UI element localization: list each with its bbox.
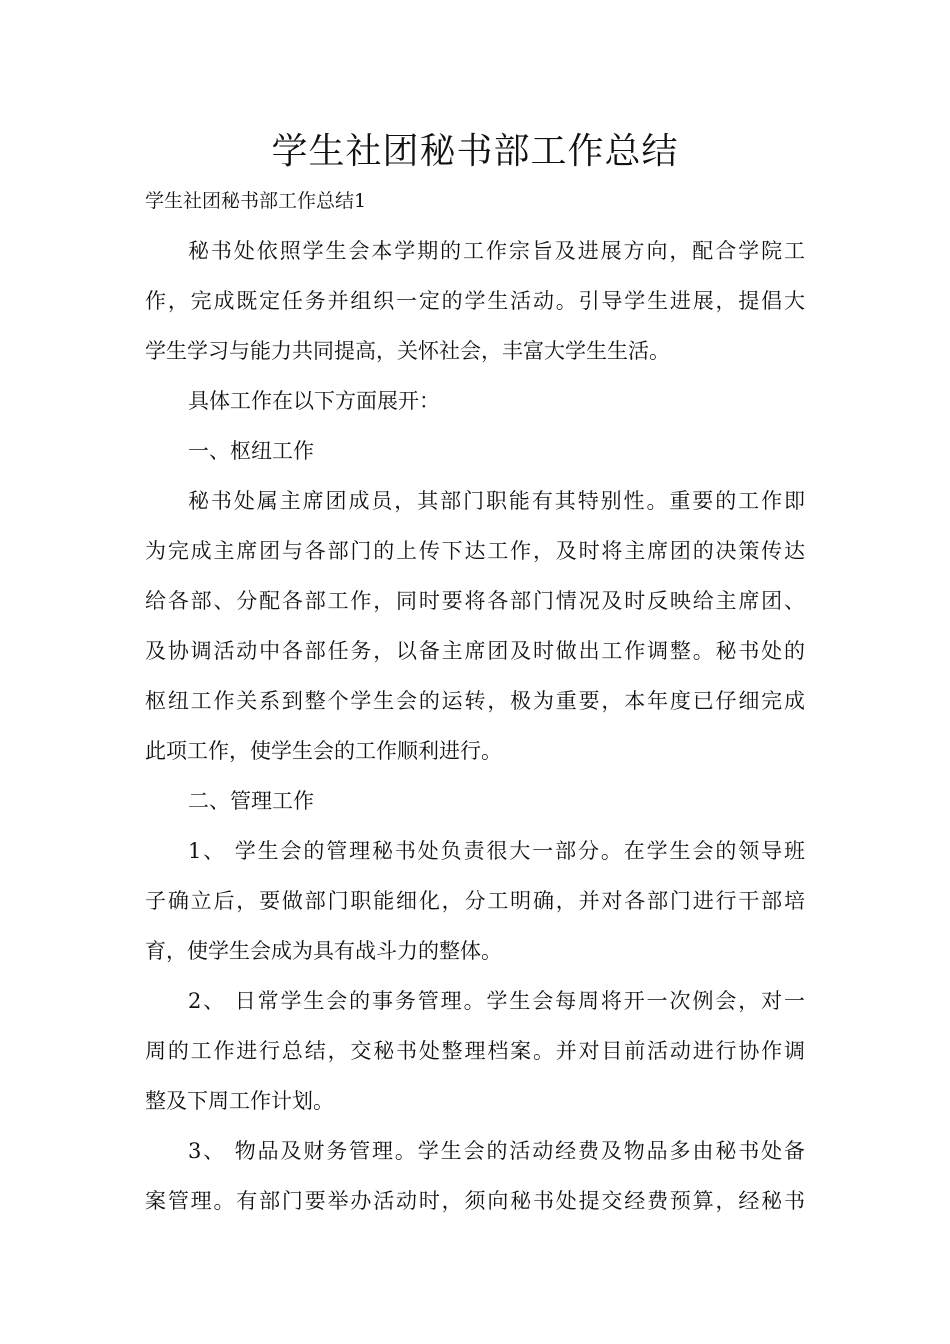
paragraph-line: 此项工作，使学生会的工作顺利进行。 [145, 739, 502, 763]
paragraph-line: 枢纽工作关系到整个学生会的运转，极为重要，本年度已仔细完成 [145, 689, 805, 713]
paragraph-line: 秘书处依照学生会本学期的工作宗旨及进展方向，配合学院工 [188, 239, 805, 263]
paragraph-line: 秘书处属主席团成员，其部门职能有其特别性。重要的工作即 [188, 489, 805, 513]
section-heading: 一、枢纽工作 [188, 439, 314, 463]
section-heading: 二、管理工作 [188, 789, 314, 813]
paragraph-line: 学生学习与能力共同提高，关怀社会，丰富大学生生活。 [145, 339, 670, 363]
paragraph-line: 作，完成既定任务并组织一定的学生活动。引导学生进展，提倡大 [145, 289, 805, 313]
paragraph-line: 给各部、分配各部工作，同时要将各部门情况及时反映给主席团、 [145, 589, 805, 613]
paragraph-line: 周的工作进行总结，交秘书处整理档案。并对目前活动进行协作调 [145, 1039, 805, 1063]
paragraph-line: 及协调活动中各部任务，以备主席团及时做出工作调整。秘书处的 [145, 639, 805, 663]
paragraph-line: 案管理。有部门要举办活动时，须向秘书处提交经费预算，经秘书 [145, 1189, 805, 1213]
document-subtitle: 学生社团秘书部工作总结1 [145, 190, 367, 212]
paragraph-line: 为完成主席团与各部门的上传下达工作，及时将主席团的决策传达 [145, 539, 805, 563]
document-title: 学生社团秘书部工作总结 [271, 131, 679, 172]
paragraph-line: 3、 物品及财务管理。学生会的活动经费及物品多由秘书处备 [188, 1139, 805, 1163]
paragraph-line: 子确立后，要做部门职能细化，分工明确，并对各部门进行干部培 [145, 889, 805, 913]
paragraph-line: 1、 学生会的管理秘书处负责很大一部分。在学生会的领导班 [188, 839, 805, 863]
paragraph-line: 育，使学生会成为具有战斗力的整体。 [145, 939, 502, 963]
paragraph-line: 整及下周工作计划。 [145, 1089, 334, 1113]
paragraph-line: 2、 日常学生会的事务管理。学生会每周将开一次例会，对一 [188, 989, 805, 1013]
paragraph-line: 具体工作在以下方面展开： [188, 389, 440, 413]
